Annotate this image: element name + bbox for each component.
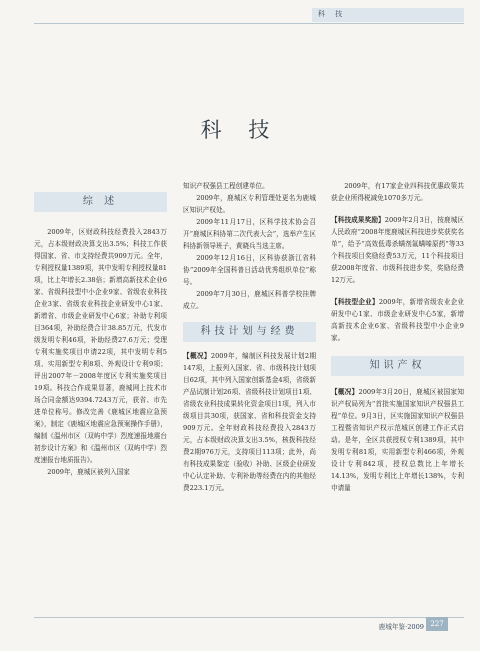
column-1 (34, 180, 167, 478)
entry-tag: 【概况】 (183, 352, 211, 360)
section-heading-ip: 知识产权 (331, 356, 464, 376)
paragraph: 2009年，有17家企业四科技优惠政策共获企业所得税减免1070多万元。 (331, 182, 464, 202)
paragraph: 2009年，鹿城区被列入国家 (47, 468, 130, 476)
column-2 (183, 180, 316, 494)
entry-tag: 【概况】 (331, 388, 359, 396)
paragraph-text: 2009年，编制区科技发展计划2期147项，上报列入国家、省、市级科技计划项目62项，其中列入国家创新基金4项，省级新产品试制计划26项、省级科技计划项目1项、省级农业科技成果转化资金项目1项，列入市级项目共30项，获国家、省和科技资金支持909万元。全年财政科技经费投入2843万元，占本级财政决算支出3.5%，核拨科技经费2期976万元，支持项目113项；此外，尚有科技成果鉴定（验收）补助、区级企业研发中心认定补助、专利补助等经费在内的其他经费223.1万元。 (183, 352, 317, 492)
paragraph-text: 2009年2月3日，按鹿城区人民政府“2008年度鹿城区科技进步奖获奖名单”，给予“高效低毒杀螨剂氟螨嗪原药”等33个科技项目奖励经费53万元，11个科技项目获2008年度省、市级科技进步奖，奖励经费12万元。 (331, 216, 465, 284)
paragraph-text: 2009年3月20日，鹿城区被国家知识产权局列为“首批实施国家知识产权强县工程”单位。9月3日，区实施国家知识产权强县工程暨省知识产权示范城区创建工作正式启动。是年，全区共获授权专利1389项，其中发明专利81项，实用新型专利466项，外观设计专利842项，授权总数比上年增长14.13%，发明专利比上年增长138%，专利申请量 (331, 388, 465, 492)
paragraph: 知识产权强县工程创建单位。 (183, 182, 269, 190)
paragraph-text: 2009年，新增省级农业企业研发中心1家、市级企业研发中心5家，新增高新技术企业6家、省级科技型中小企业9家。 (331, 298, 465, 342)
entry-tag: 【科技型企业】 (331, 298, 379, 306)
paragraph: 2009年12月16日，区科协获浙江省科协“2009年全国科普日活动优秀组织单位”称号。 (183, 254, 316, 286)
paragraph (331, 386, 464, 494)
page-number: 227 (426, 617, 448, 631)
paragraph (331, 214, 464, 286)
footer-rule (34, 617, 464, 618)
section-heading-overview: 综 述 (34, 192, 167, 212)
column-3 (331, 180, 464, 494)
paragraph: 2009年，鹿城区专利管理处更名为鹿城区知识产权处。 (183, 194, 316, 214)
footer-publication: 鹿城年鉴·2009 (378, 623, 424, 631)
paragraph: 2009年7月30日，鹿城区科普学校挂牌成立。 (183, 290, 316, 310)
paragraph (183, 350, 316, 494)
header-rule (34, 23, 464, 24)
section-heading-plan-funding: 科技计划与经费 (183, 322, 316, 342)
paragraph: 2009年11月17日，区科学技术协会召开“鹿城区科协第二次代表大会”，选举产生区科协新领导班子，黄晓兵当选主席。 (183, 218, 316, 250)
paragraph: 2009年，区财政科技经费投入2843万元，占本级财政决算支出3.5%；科技工作获得国家、省、市支持经费共909万元。全年，专利授权量1389项，其中发明专利授权量81项，比上年增长2.38倍；新增高新技术企业6家、省级科技型中小企业9家、省级农业科技企业3家、省级农业科技企业研发中心1家、新增省、市级企业研发中心6家；补助专利项目364项，补助经费合计38.85万元，代发市级发明专利46项，补助经费27.6万元；受理专利实施奖项目申请22项，其中发明专利5项、实用新型专利8项、外观设计专利9项；评出2007年－2008年度区专利实施奖项目19项。科技合作成果显著，鹿城网上技术市场合同金额达9394.7243万元，获省、市先进单位称号。修改完善《鹿城区地震应急预案》，制定《鹿城区地震应急预案操作手册》，编制《温州市区（双屿中学）烈度速报地震台初步设计方案》和《温州市区（双屿中学）烈度速报台地质报告》。 (34, 228, 167, 464)
running-header: 科 技 (318, 10, 347, 18)
page-title: 科 技 (200, 118, 280, 142)
entry-tag: 【科技成果奖励】 (331, 216, 385, 224)
paragraph (331, 296, 464, 344)
